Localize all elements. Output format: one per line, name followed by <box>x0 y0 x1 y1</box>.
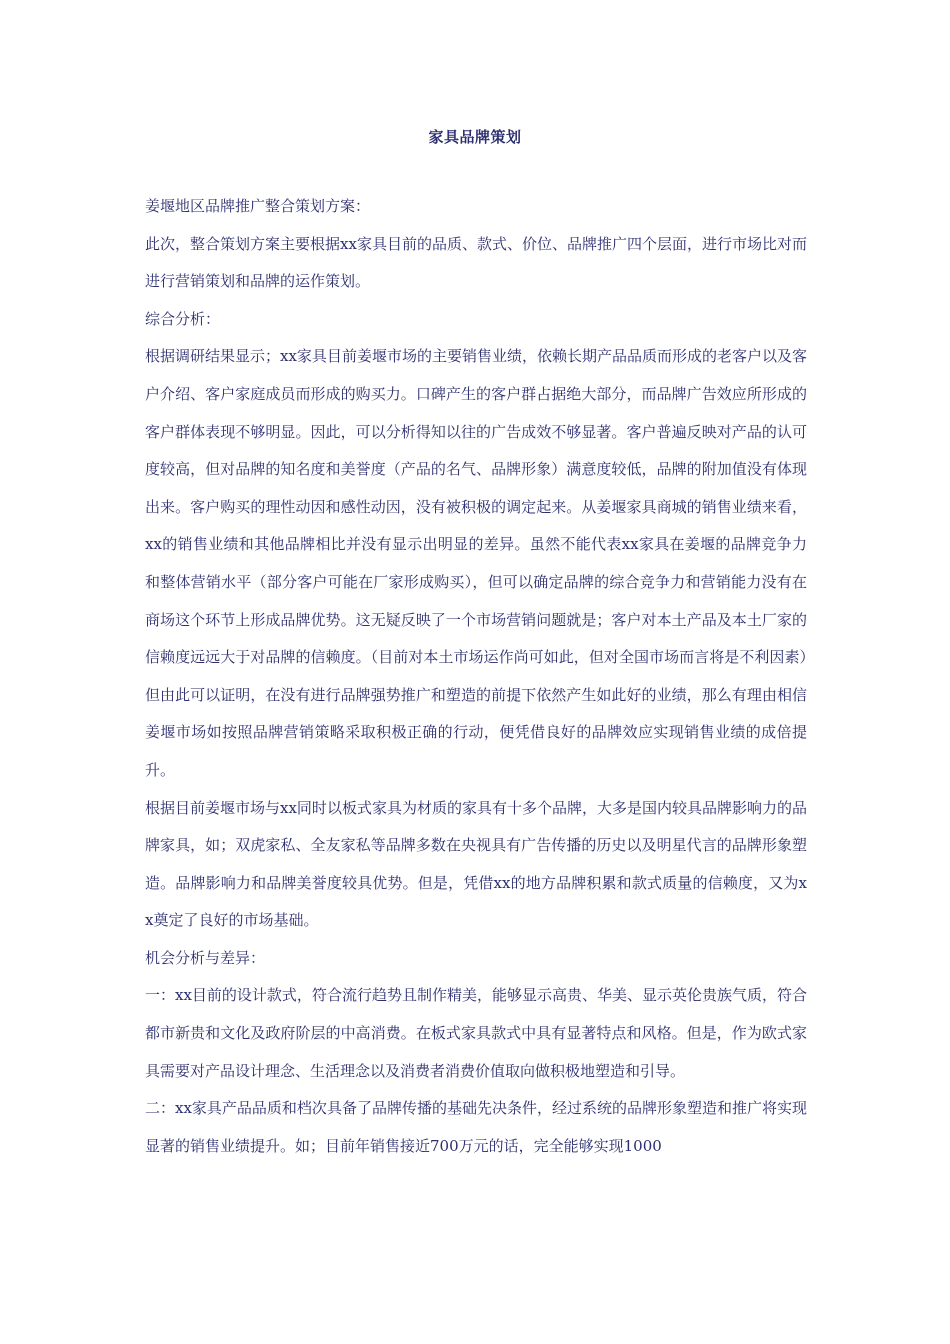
paragraph-opportunity-two: 二：xx家具产品品质和档次具备了品牌传播的基础先决条件，经过系统的品牌形象塑造和推广将实现显著的销售业绩提升。如；目前年销售接近700万元的话，完全能够实现1000 <box>145 1099 807 1155</box>
paragraph-intro-heading: 姜堰地区品牌推广整合策划方案： <box>145 197 371 215</box>
paragraph-opportunity-one: 一：xx目前的设计款式，符合流行趋势且制作精美，能够显示高贵、华美、显示英伦贵族气质，符合都市新贵和文化及政府阶层的中高消费。在板式家具款式中具有显著特点和风格。但是，作为欧式家具需要对产品设计理念、生活理念以及消费者消费价值取向做积极地塑造和引导。 <box>145 986 807 1080</box>
paragraph-analysis-heading: 综合分析： <box>145 309 221 328</box>
document-body <box>145 188 807 1165</box>
paragraph-analysis: 根据调研结果显示；xx家具目前姜堰市场的主要销售业绩，依赖长期产品品质而形成的老客户以及客户介绍、客户家庭成员而形成的购买力。口碑产生的客户群占据绝大部分，而品牌广告效应所形成的客户群体表现不够明显。因此，可以分析得知以往的广告成效不够显著。客户普遍反映对产品的认可度较高，但对品牌的知名度和美誉度（产品的名气、品牌形象）满意度较低，品牌的附加值没有体现出来。客户购买的理性动因和感性动因，没有被积极的调定起来。从姜堰家具商城的销售业绩来看，xx的销售业绩和其他品牌相比并没有显示出明显的差异。虽然不能代表xx家具在姜堰的品牌竞争力和整体营销水平（部分客户可能在厂家形成购买），但可以确定品牌的综合竞争力和营销能力没有在商场这个环节上形成品牌优势。这无疑反映了一个市场营销问题就是；客户对本土产品及本土厂家的信赖度远远大于对品牌的信赖度。（目前对本土市场运作尚可如此，但对全国市场而言将是不利因素）但由此可以证明，在没有进行品牌强势推广和塑造的前提下依然产生如此好的业绩，那么有理由相信姜堰市场如按照品牌营销策略采取积极正确的行动，便凭借良好的品牌效应实现销售业绩的成倍提升。 <box>145 347 807 779</box>
paragraph-competition: 根据目前姜堰市场与xx同时以板式家具为材质的家具有十多个品牌，大多是国内较具品牌影响力的品牌家具，如；双虎家私、全友家私等品牌多数在央视具有广告传播的历史以及明星代言的品牌形象塑造。品牌影响力和品牌美誉度较具优势。但是，凭借xx的地方品牌积累和款式质量的信赖度，又为xx奠定了良好的市场基础。 <box>145 798 807 930</box>
paragraph-intro: 此次，整合策划方案主要根据xx家具目前的品质、款式、价位、品牌推广四个层面，进行市场比对而进行营销策划和品牌的运作策划。 <box>145 234 807 291</box>
document-title: 家具品牌策划 <box>428 128 522 146</box>
paragraph-opportunity-heading: 机会分析与差异： <box>145 948 266 967</box>
